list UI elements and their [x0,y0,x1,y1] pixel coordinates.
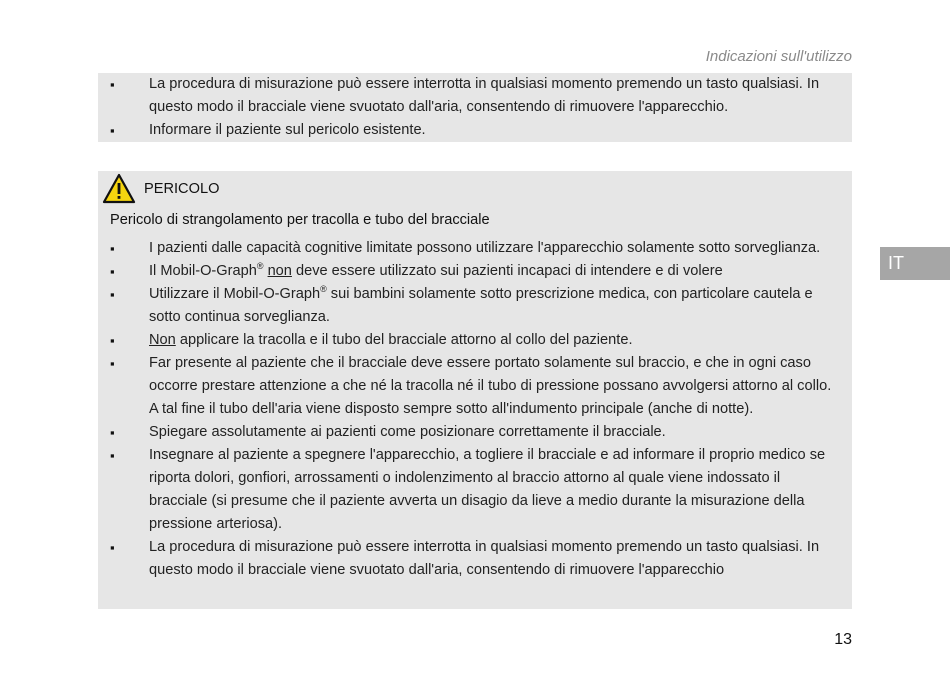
list-item: ▪ Insegnare al paziente a spegnere l'apparecchio, a togliere il bracciale e ad informare il proprio medico se riporta dolori, gonfiori, arrossamenti o indolenzimento al braccio attorno al quale viene indossato il bracciale (si presume che il paziente avverta un disagio da lieve a medio durante la misurazione della pressione arteriosa). [98,444,852,536]
warning-triangle-icon [102,173,136,205]
danger-box [98,171,852,609]
text: Il Mobil-O-Graph [149,263,257,279]
list-item: ▪ Far presente al paziente che il bracciale deve essere portato solamente sul braccio, e che in ogni caso occorre prestare attenzione a che né la tracolla né il tubo di pressione possano avvolgersi attorno al collo. A tal fine il tubo dell'aria viene disposto sempre sotto all'indumento principale (anche di notte). [98,352,852,421]
info-box [98,73,852,142]
list-item: ▪ I pazienti dalle capacità cognitive limitate possono utilizzare l'apparecchio solamente sotto sorveglianza. [98,237,852,260]
registered-mark: ® [256,261,264,272]
list-item: ▪ La procedura di misurazione può essere interrotta in qualsiasi momento premendo un tasto qualsiasi. In questo modo il bracciale viene svuotato dall'aria, consentendo di rimuovere l'apparecchio [98,536,852,582]
text: sui bambini solamente sotto prescrizione medica, con particolare cautela e sotto continua sorveglianza. [149,286,813,325]
danger-list [98,237,852,582]
text: applicare la tracolla e il tubo del bracciale attorno al collo del paziente. [175,332,633,348]
emphasis-text: non [267,263,292,279]
language-tab: IT [880,247,950,280]
list-item: ▪ La procedura di misurazione può essere interrotta in qualsiasi momento premendo un tasto qualsiasi. In questo modo il bracciale viene svuotato dall'aria, consentendo di rimuovere l'apparecchio. [98,73,852,119]
section-title: Indicazioni sull'utilizzo [705,48,852,65]
info-list [98,73,852,142]
list-item [98,283,852,329]
text: deve essere utilizzato sui pazienti incapaci di intendere e di volere [291,263,723,279]
list-item: ▪ Spiegare assolutamente ai pazienti come posizionare correttamente il bracciale. [98,421,852,444]
list-item [98,329,852,352]
registered-mark: ® [320,284,327,295]
list-item [98,260,852,283]
text: Utilizzare il Mobil-O-Graph [149,286,321,302]
page-number: 13 [834,631,852,648]
danger-label: PERICOLO [144,181,220,197]
list-item: ▪ Informare il paziente sul pericolo esistente. [98,119,852,142]
danger-subtitle: Pericolo di strangolamento per tracolla e tubo del bracciale [110,212,490,228]
emphasis-text: Non [149,332,176,348]
danger-header [102,173,219,205]
